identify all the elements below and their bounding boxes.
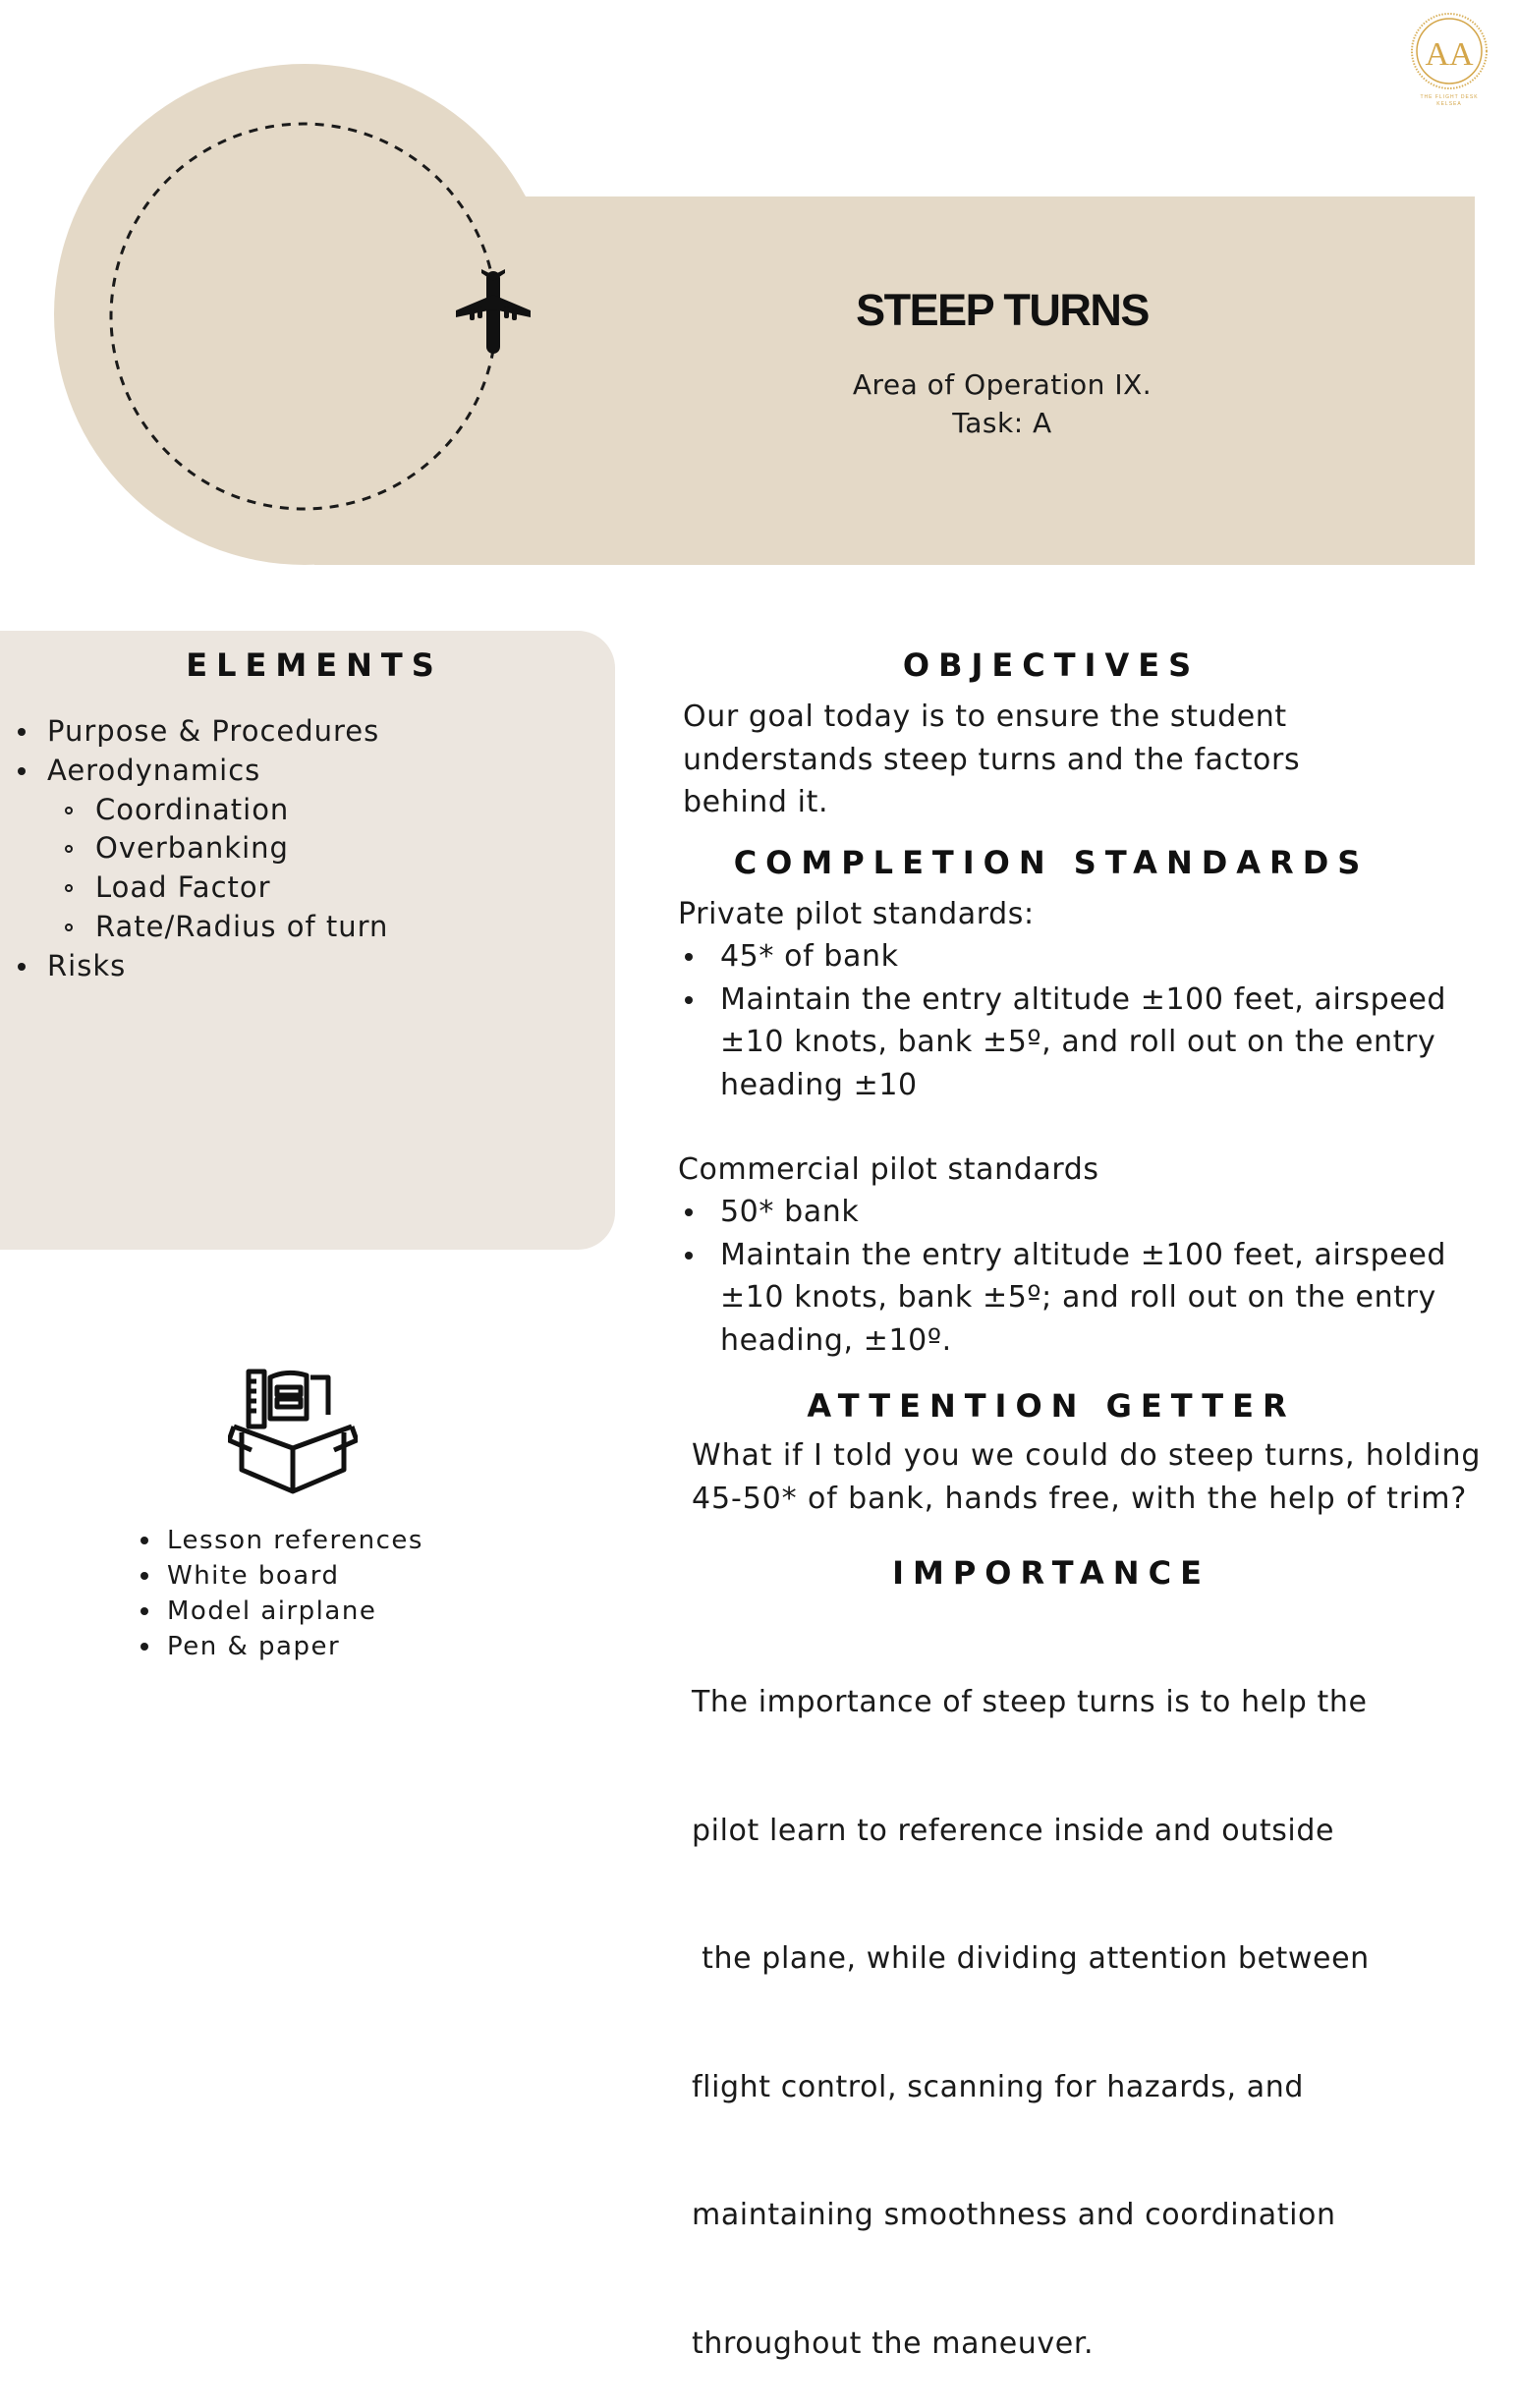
elements-list <box>47 712 388 986</box>
page-subtitle <box>806 365 1199 442</box>
list-item: Overbanking <box>47 829 388 868</box>
commercial-standards-list <box>678 1191 1446 1362</box>
list-item: Maintain the entry altitude ±100 feet, airspeed ±10 knots, bank ±5º, and roll out on the entry heading ±10 <box>678 979 1446 1107</box>
attention-text: What if I told you we could do steep turns, holding 45-50* of bank, hands free, with the help of trim? <box>692 1438 1482 1516</box>
svg-text:THE FLIGHT DESK: THE FLIGHT DESK <box>1420 94 1479 100</box>
importance-text: The importance of steep turns is to help the pilot learn to reference inside and outside the plane, while dividing attention between flight control, scanning for hazards, and maintaining smoothness and coordination throughout the maneuver. <box>692 1685 1370 2361</box>
private-standards-label: Private pilot standards: <box>678 897 1035 931</box>
materials-list <box>167 1523 423 1664</box>
svg-text:KELSEA: KELSEA <box>1436 101 1462 107</box>
svg-text:AA: AA <box>1425 36 1474 73</box>
elements-heading: ELEMENTS <box>186 646 443 684</box>
list-item: Maintain the entry altitude ±100 feet, airspeed ±10 knots, bank ±5º; and roll out on the entry heading, ±10º. <box>678 1234 1446 1363</box>
materials-box-icon <box>228 1368 358 1495</box>
page-title: STEEP TURNS <box>856 285 1149 335</box>
objectives-text: Our goal today is to ensure the student understands steep turns and the factors behind it. <box>683 700 1301 819</box>
importance-heading: IMPORTANCE <box>892 1554 1210 1592</box>
list-item: Load Factor <box>47 868 388 908</box>
commercial-standards-label: Commercial pilot standards <box>678 1152 1099 1187</box>
list-item: Pen & paper <box>167 1629 423 1664</box>
logo-seal <box>1405 6 1493 108</box>
list-item: 50* bank <box>678 1191 1446 1234</box>
subtitle-area: Area of Operation IX. <box>852 368 1153 401</box>
completion-heading: COMPLETION STANDARDS <box>733 844 1370 881</box>
list-item: Lesson references <box>167 1523 423 1558</box>
objectives-heading: OBJECTIVES <box>902 646 1201 684</box>
attention-heading: ATTENTION GETTER <box>807 1387 1296 1425</box>
list-item: Rate/Radius of turn <box>47 908 388 947</box>
list-item: Purpose & Procedures <box>47 712 388 752</box>
dashed-orbit <box>108 121 499 512</box>
subtitle-task: Task: A <box>952 407 1052 439</box>
list-item: Model airplane <box>167 1594 423 1629</box>
list-item: Aerodynamics <box>47 752 388 791</box>
list-item: White board <box>167 1558 423 1594</box>
list-item: Coordination <box>47 791 388 830</box>
private-standards-list <box>678 935 1446 1106</box>
list-item: 45* of bank <box>678 935 1446 979</box>
list-item: Risks <box>47 947 388 986</box>
airplane-icon <box>454 265 533 360</box>
